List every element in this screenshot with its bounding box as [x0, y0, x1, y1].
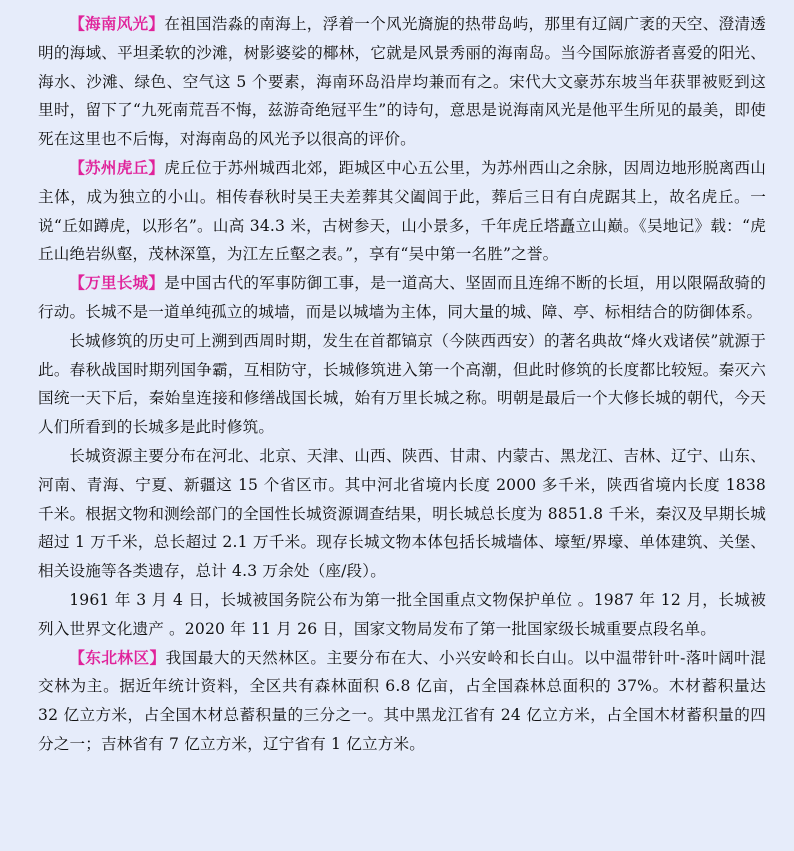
- section-tag-suzhou-huqiu: 【苏州虎丘】: [69, 157, 165, 177]
- paragraph-suzhou-huqiu: [38, 154, 766, 269]
- paragraph-hainan: [38, 10, 766, 154]
- paragraph-great-wall-history: 长城修筑的历史可上溯到西周时期，发生在首都镐京（今陕西西安）的著名典故“烽火戏诸侯”就源于此。春秋战国时期列国争霸，互相防守，长城修筑进入第一个高潮，但此时修筑的长度都比较短。秦灭六国统一天下后，秦始皇连接和修缮战国长城，始有万里长城之称。明朝是最后一个大修长城的朝代，今天人们所看到的长城多是此时修筑。: [38, 331, 766, 437]
- paragraph-great-wall-distribution: 长城资源主要分布在河北、北京、天津、山西、陕西、甘肃、内蒙古、黑龙江、吉林、辽宁、山东、河南、青海、宁夏、新疆这 15 个省区市。其中河北省境内长度 2000 多千米，陕西省境内长度 1838 千米。根据文物和测绘部门的全国性长城资源调查结果，明长城总长度为 8851.8 千米，秦汉及早期长城超过 1 万千米，总长超过 2.1 万千米。现存长城文物本体包括长城墙体、壕堑/界壕、单体建筑、关堡、相关设施等各类遗存，总计 4.3 万余处（座/段）。: [38, 446, 766, 581]
- section-tag-northeast-forest: 【东北林区】: [69, 647, 166, 667]
- paragraph-great-wall-intro: [38, 269, 766, 327]
- paragraph-text: 虎丘位于苏州城西北郊，距城区中心五公里，为苏州西山之余脉，因周边地形脱离西山主体，成为独立的小山。相传春秋时吴王夫差葬其父阖闾于此，葬后三日有白虎踞其上，故名虎丘。一说“丘如蹲虎，以形名”。山高 34.3 米，古树参天，山小景多，千年虎丘塔矗立山巅。《吴地记》载：“虎丘山绝岩纵壑，茂林深篁，为江左丘壑之表。”，享有“吴中第一名胜”之誉。: [38, 158, 767, 264]
- paragraph-great-wall-heritage: 1961 年 3 月 4 日，长城被国务院公布为第一批全国重点文物保护单位 。1987 年 12 月，长城被列入世界文化遗产 。2020 年 11 月 26 日，国家文物局发布了第一批国家级长城重要点段名单。: [38, 590, 766, 638]
- paragraph-northeast-forest: [38, 644, 766, 759]
- paragraph-text: 在祖国浩淼的南海上，浮着一个风光旖旎的热带岛屿，那里有辽阔广袤的天空、澄清透明的海域、平坦柔软的沙滩，树影婆娑的椰林，它就是风景秀丽的海南岛。当今国际旅游者喜爱的阳光、海水、沙滩、绿色、空气这 5 个要素，海南环岛沿岸均兼而有之。宋代大文豪苏东坡当年获罪被贬到这里时，留下了“九死南荒吾不悔，兹游奇绝冠平生”的诗句，意思是说海南风光是他平生所见的最美，即使死在这里也不后悔，对海南岛的风光予以很高的评价。: [38, 15, 767, 149]
- section-tag-great-wall: 【万里长城】: [69, 273, 165, 293]
- paragraph-text: 是中国古代的军事防御工事，是一道高大、坚固而且连绵不断的长垣，用以限隔敌骑的行动。长城不是一道单纯孤立的城墙，而是以城墙为主体，同大量的城、障、亭、标相结合的防御体系。: [38, 274, 767, 321]
- section-tag-hainan: 【海南风光】: [69, 14, 165, 33]
- paragraph-text: 我国最大的天然林区。主要分布在大、小兴安岭和长白山。以中温带针叶-落叶阔叶混交林为主。据近年统计资料，全区共有森林面积 6.8 亿亩，占全国森林总面积的 37%。木材蓄积量达 32 亿立方米，占全国木材总蓄积量的三分之一。其中黑龙江省有 24 亿立方米，占全国木材蓄积量的四分之一；吉林省有 7 亿立方米，辽宁省有 1 亿立方米。: [38, 648, 766, 753]
